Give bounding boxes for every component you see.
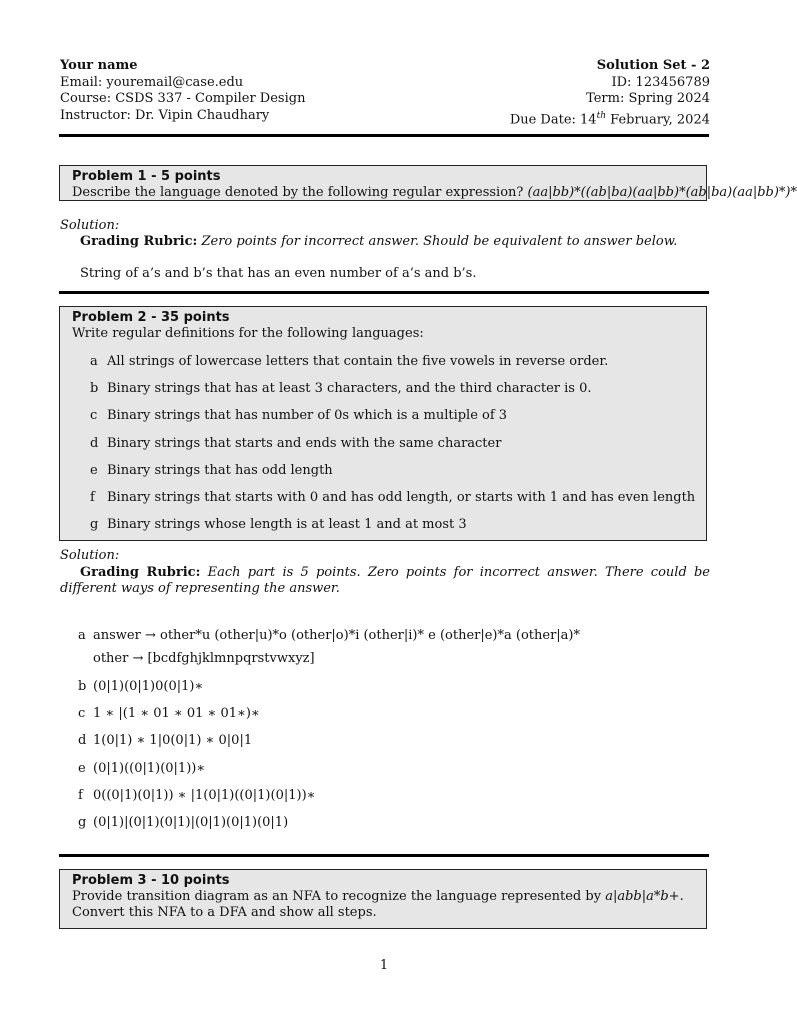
section-rule <box>59 854 709 857</box>
answer-item: d 1(0|1) ∗ 1|0(0|1) ∗ 0|0|1 <box>78 733 253 748</box>
list-item: d Binary strings that starts and ends with the same character <box>90 436 502 451</box>
problem-1-box <box>59 165 797 201</box>
answer-item: b (0|1)(0|1)0(0|1)∗ <box>78 679 204 694</box>
problem-3-regex: a|abb|a*b+ <box>605 889 680 904</box>
author-name: Your name <box>60 58 138 73</box>
term: Term: Spring 2024 <box>586 91 710 106</box>
header-rule <box>59 134 709 137</box>
answer-item-continuation: other → [bcdfghjklmnpqrstvwxyz] <box>93 651 315 666</box>
list-item: b Binary strings that has at least 3 characters, and the third character is 0. <box>90 381 592 396</box>
answer-item: f 0((0|1)(0|1)) ∗ |1(0|1)((0|1)(0|1))∗ <box>78 788 316 803</box>
solution-label: Solution: <box>60 548 120 563</box>
problem-3-title: Problem 3 - 10 points <box>72 873 230 888</box>
list-item: g Binary strings whose length is at least 1 and at most 3 <box>90 517 467 532</box>
problem-2-title: Problem 2 - 35 points <box>72 310 230 325</box>
course-name: Course: CSDS 337 - Compiler Design <box>60 91 306 106</box>
problem-1-title: Problem 1 - 5 points <box>72 169 221 184</box>
list-item: a All strings of lowercase letters that contain the five vowels in reverse order. <box>90 354 609 369</box>
problem-3-box <box>59 869 707 929</box>
list-item: e Binary strings that has odd length <box>90 463 333 478</box>
answer-item: c 1 ∗ |(1 ∗ 01 ∗ 01 ∗ 01∗)∗ <box>78 706 260 721</box>
problem-1-statement: Describe the language denoted by the following regular expression? (aa|bb)*((ab|ba)(aa|bb)*(ab|ba)(aa|bb)*)* <box>72 185 797 200</box>
section-rule <box>59 291 709 294</box>
page-number: 1 <box>379 958 389 973</box>
due-date: Due Date: 14th February, 2024 <box>509 110 710 127</box>
problem-1-regex: (aa|bb)*((ab|ba)(aa|bb)*(ab|ba)(aa|bb)*)* <box>527 185 797 200</box>
list-item: f Binary strings that starts with 0 and has odd length, or starts with 1 and has even length <box>90 490 696 505</box>
author-email: Email: youremail@case.edu <box>60 74 244 90</box>
problem-2-intro: Write regular definitions for the following languages: <box>72 326 424 341</box>
answer-item: a answer → other*u (other|u)*o (other|o)*i (other|i)* e (other|e)*a (other|a)* <box>78 628 580 643</box>
instructor-name: Instructor: Dr. Vipin Chaudhary <box>60 107 270 123</box>
solution-set-title: Solution Set - 2 <box>596 58 710 73</box>
student-id: ID: 123456789 <box>611 74 710 90</box>
list-item: c Binary strings that has number of 0s which is a multiple of 3 <box>90 408 508 423</box>
document-header <box>60 58 710 127</box>
grading-rubric: Grading Rubric: Each part is 5 points. Zero points for incorrect answer. There could be different ways of representing the answer. <box>60 565 710 596</box>
grading-rubric: Grading Rubric: Zero points for incorrect answer. Should be equivalent to answer below. <box>80 234 678 249</box>
answer-item: e (0|1)((0|1)(0|1))∗ <box>78 761 206 776</box>
problem-1-answer: String of a’s and b’s that has an even number of a’s and b’s. <box>80 266 477 281</box>
answer-item: g (0|1)|(0|1)(0|1)|(0|1)(0|1)(0|1) <box>78 815 289 830</box>
solution-label: Solution: <box>60 218 120 233</box>
problem-3-statement: Provide transition diagram as an NFA to recognize the language represented by a|abb|a*b+. Convert this NFA to a DFA and show all steps. <box>72 889 684 920</box>
